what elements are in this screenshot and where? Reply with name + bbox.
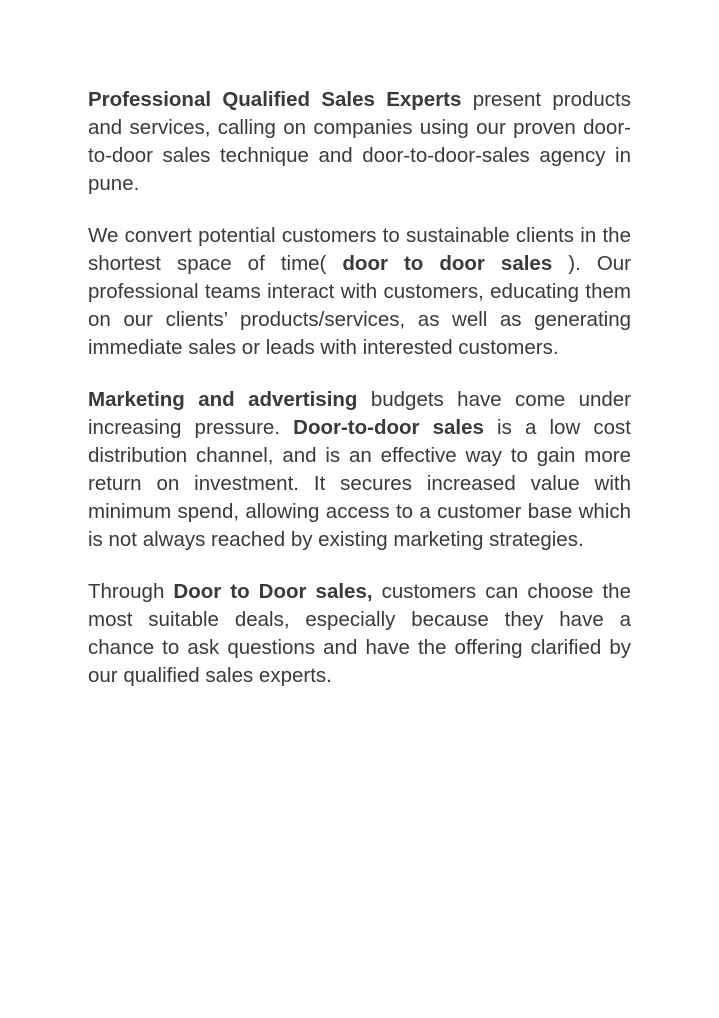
paragraph-marketing-text-2: is a low cost distribution channel, and is an effective way to gain more return on investment. It secures increased value with minimum spend, allowing access to a customer base which is not always reached by existing marketing strategies.: [88, 416, 631, 551]
document-body: [88, 86, 631, 714]
bold-door-to-door-sales-3: Door to Door sales,: [173, 580, 373, 603]
paragraph-marketing-text-1: budgets have come under increasing pressure.: [88, 388, 631, 439]
paragraph-convert-customers: [88, 222, 631, 362]
paragraph-intro: [88, 86, 631, 198]
paragraph-through: [88, 578, 631, 690]
paragraph-convert-text-1: We convert potential customers to sustainable clients in the shortest space of time(: [88, 224, 631, 275]
bold-door-to-door-sales: door to door sales: [342, 252, 553, 275]
paragraph-convert-text-2: ). Our professional teams interact with customers, educating them on our clients’ products/services, as well as generating immediate sales or leads with interested customers.: [88, 252, 632, 359]
bold-professional-qualified-sales-experts: Professional Qualified Sales Experts: [88, 88, 462, 111]
paragraph-through-text-2: customers can choose the most suitable deals, especially because they have a chance to ask questions and have the offering clarified by our qualified sales experts.: [88, 580, 631, 687]
bold-marketing-and-advertising: Marketing and advertising: [88, 388, 358, 411]
bold-door-to-door-sales-2: Door-to-door sales: [293, 416, 484, 439]
paragraph-marketing: [88, 386, 631, 554]
paragraph-through-text-1: Through: [88, 580, 174, 603]
paragraph-intro-text: present products and services, calling on companies using our proven door-to-door sales technique and door-to-door-sales agency in pune.: [88, 88, 631, 195]
